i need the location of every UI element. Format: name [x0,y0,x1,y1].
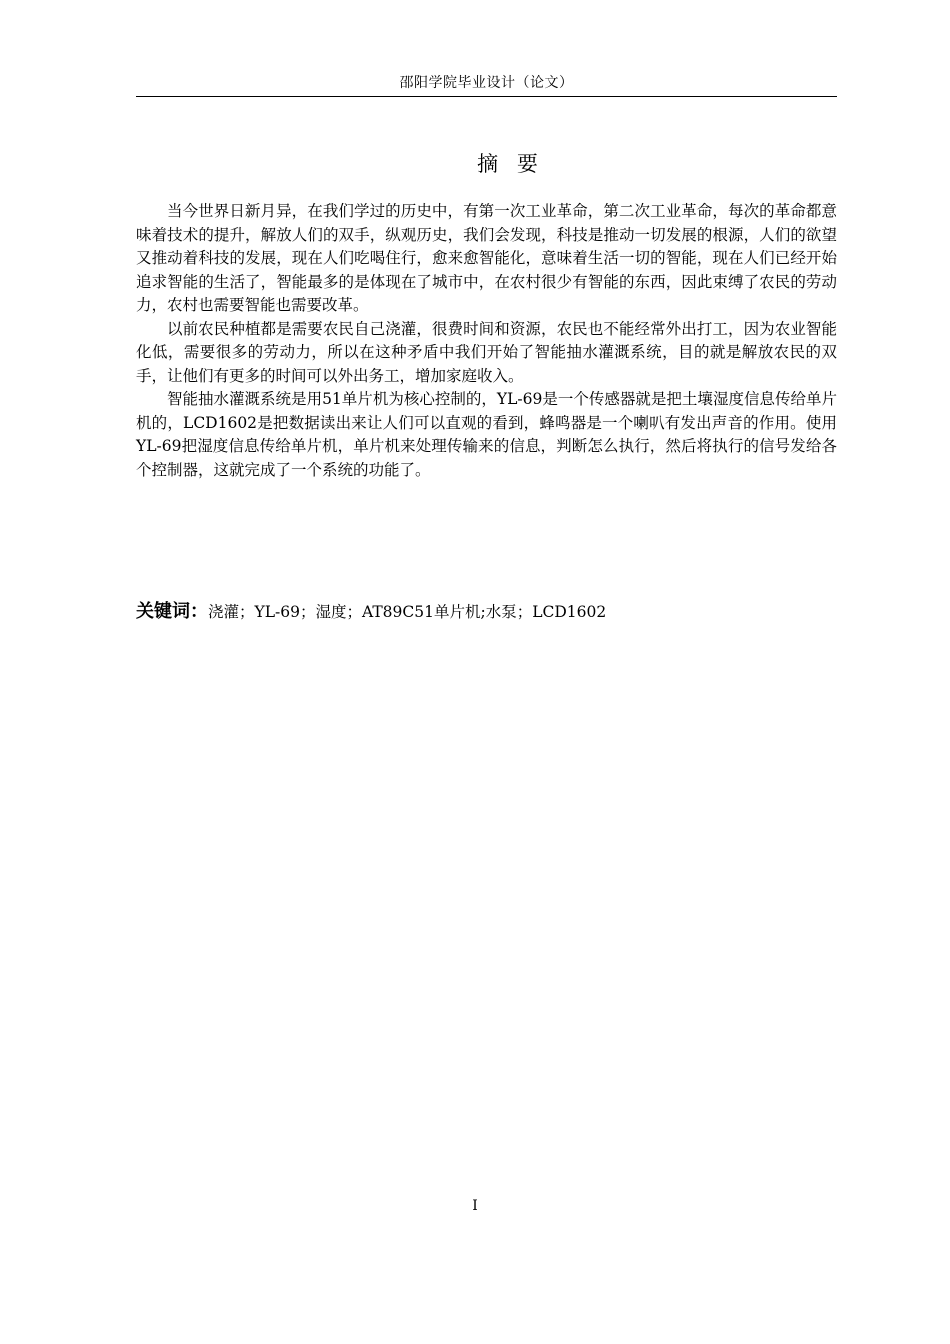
abstract-title: 摘 要 [477,152,544,176]
keywords-label: 关键词： [136,601,208,622]
abstract-paragraph-1: 当今世界日新月异，在我们学过的历史中，有第一次工业革命，第二次工业革命，每次的革命都意味着技术的提升，解放人们的双手，纵观历史，我们会发现，科技是推动一切发展的根源，人们的欲望又推动着科技的发展，现在人们吃喝住行，愈来愈智能化，意味着生活一切的智能，现在人们已经开始追求智能的生活了，智能最多的是体现在了城市中，在农村很少有智能的东西，因此束缚了农民的劳动力，农村也需要智能也需要改革。 [136,202,837,314]
page-number: I [472,1198,478,1214]
abstract-paragraph-2: 以前农民种植都是需要农民自己浇灌，很费时间和资源，农民也不能经常外出打工，因为农业智能化低，需要很多的劳动力，所以在这种矛盾中我们开始了智能抽水灌溉系统，目的就是解放农民的双手，让他们有更多的时间可以外出务工，增加家庭收入。 [136,319,837,385]
keywords-line [136,600,837,624]
abstract-paragraph-3: 智能抽水灌溉系统是用51单片机为核心控制的，YL-69是一个传感器就是把土壤湿度信息传给单片机的，LCD1602是把数据读出来让人们可以直观的看到，蜂鸣器是一个喇叭有发出声音的作用。使用YL-69把湿度信息传给单片机，单片机来处理传输来的信息，判断怎么执行，然后将执行的信号发给各个控制器，这就完成了一个系统的功能了。 [136,390,837,479]
keywords-text: 浇灌；YL-69；湿度；AT89C51单片机;水泵；LCD1602 [208,603,607,621]
page-header [136,74,837,97]
abstract-body [136,200,837,482]
header-text: 邵阳学院毕业设计（论文） [399,75,574,91]
